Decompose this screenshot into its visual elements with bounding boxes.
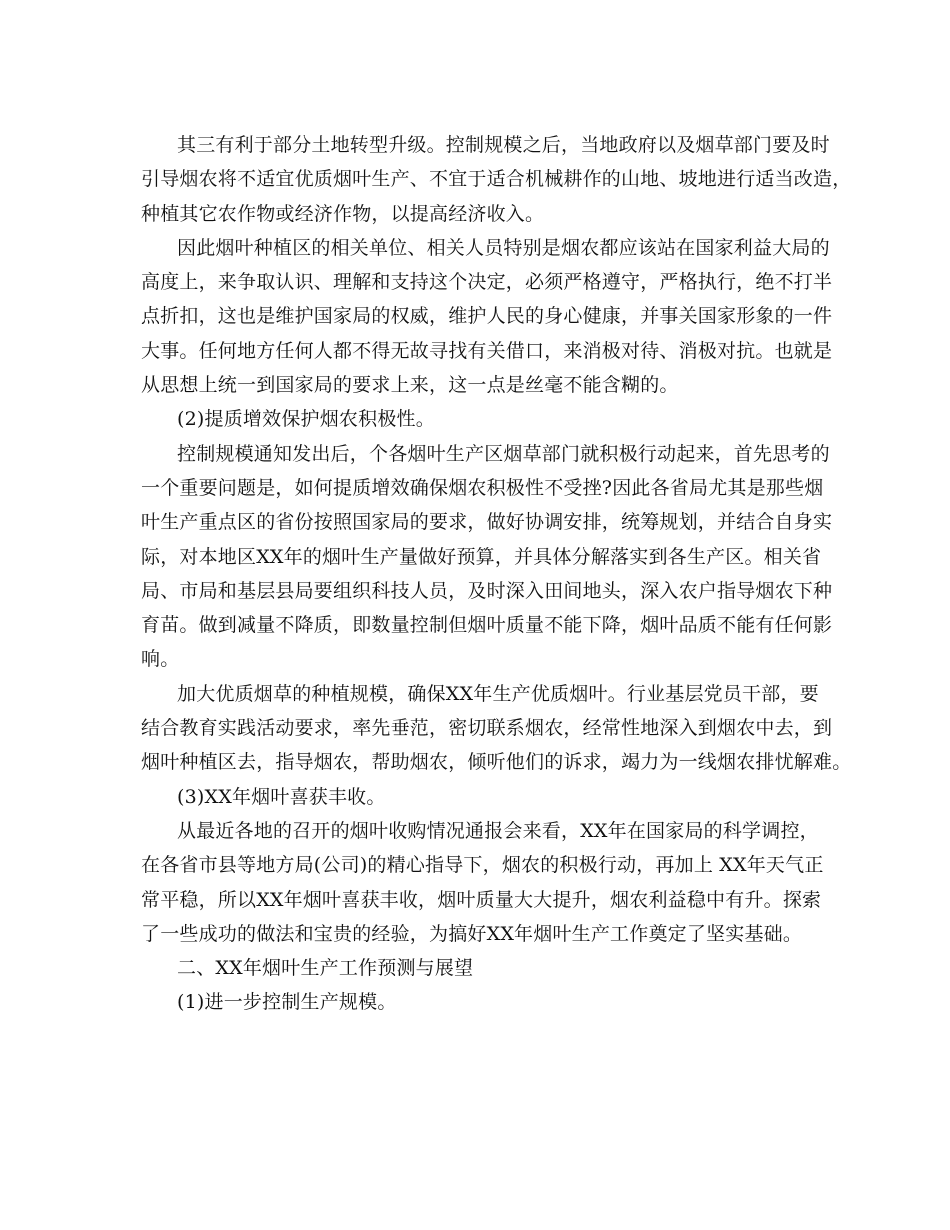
paragraph bbox=[141, 231, 831, 402]
section-heading bbox=[141, 951, 831, 985]
text-line: 控制规模通知发出后，个各烟叶生产区烟草部门就积极行动起来，首先思考的 bbox=[177, 442, 830, 465]
document-body bbox=[141, 128, 852, 1020]
paragraph bbox=[141, 677, 852, 780]
text-line: 因此烟叶种植区的相关单位、相关人员特别是烟农都应该站在国家利益大局的 bbox=[177, 236, 830, 259]
text-line: (2)提质增效保护烟农积极性。 bbox=[177, 408, 435, 431]
paragraph bbox=[141, 814, 831, 951]
text-line: 了一些成功的做法和宝贵的经验，为搞好XX年烟叶生产工作奠定了坚实基础。 bbox=[141, 922, 803, 945]
text-line: 际，对本地区XX年的烟叶生产量做好预算，并具体分解落实到各生产区。相关省 bbox=[141, 545, 822, 568]
section-heading bbox=[141, 985, 831, 1019]
text-line: 大事。任何地方任何人都不得无故寻找有关借口，来消极对待、消极对抗。也就是 bbox=[141, 339, 833, 362]
text-line: 局、市局和基层县局要组织科技人员，及时深入田间地头，深入农户指导烟农下种 bbox=[141, 579, 833, 602]
section-heading bbox=[141, 780, 831, 814]
text-line: 结合教育实践活动要求，率先垂范，密切联系烟农，经常性地深入到烟农中去，到 bbox=[141, 717, 833, 740]
text-line: 烟叶种植区去，指导烟农，帮助烟农，倾听他们的诉求，竭力为一线烟农排忧解难。 bbox=[141, 751, 852, 774]
text-line: (3)XX年烟叶喜获丰收。 bbox=[177, 785, 386, 808]
paragraph bbox=[141, 128, 852, 231]
section-heading bbox=[141, 402, 831, 436]
text-line: 常平稳，所以XX年烟叶喜获丰收，烟叶质量大大提升，烟农利益稳中有升。探索 bbox=[141, 888, 822, 911]
text-line: 高度上，来争取认识、理解和支持这个决定，必须严格遵守，严格执行，绝不打半 bbox=[141, 271, 833, 294]
text-line: 从思想上统一到国家局的要求上来，这一点是丝毫不能含糊的。 bbox=[141, 374, 679, 397]
text-line: 叶生产重点区的省份按照国家局的要求，做好协调安排，统筹规划，并结合自身实 bbox=[141, 511, 833, 534]
text-line: 引导烟农将不适宜优质烟叶生产、不宜于适合机械耕作的山地、坡地进行适当改造， bbox=[141, 168, 852, 191]
text-line: 二、XX年烟叶生产工作预测与展望 bbox=[177, 957, 474, 980]
text-line: 一个重要问题是，如何提质增效确保烟农积极性不受挫?因此各省局尤其是那些烟 bbox=[141, 476, 824, 499]
text-line: 在各省市县等地方局(公司)的精心指导下，烟农的积极行动，再加上 XX年天气正 bbox=[141, 854, 824, 877]
text-line: 加大优质烟草的种植规模，确保XX年生产优质烟叶。行业基层党员干部，要 bbox=[177, 682, 819, 705]
text-line: 从最近各地的召开的烟叶收购情况通报会来看，XX年在国家局的科学调控， bbox=[177, 819, 819, 842]
paragraph bbox=[141, 437, 831, 677]
text-line: (1)进一步控制生产规模。 bbox=[177, 991, 397, 1014]
text-line: 其三有利于部分土地转型升级。控制规模之后，当地政府以及烟草部门要及时 bbox=[177, 134, 830, 156]
text-line: 点折扣，这也是维护国家局的权威，维护人民的身心健康，并事关国家形象的一件 bbox=[141, 305, 833, 328]
text-line: 响。 bbox=[141, 648, 180, 671]
text-line: 种植其它农作物或经济作物，以提高经济收入。 bbox=[141, 202, 545, 225]
text-line: 育苗。做到减量不降质，即数量控制但烟叶质量不能下降，烟叶品质不能有任何影 bbox=[141, 614, 833, 637]
